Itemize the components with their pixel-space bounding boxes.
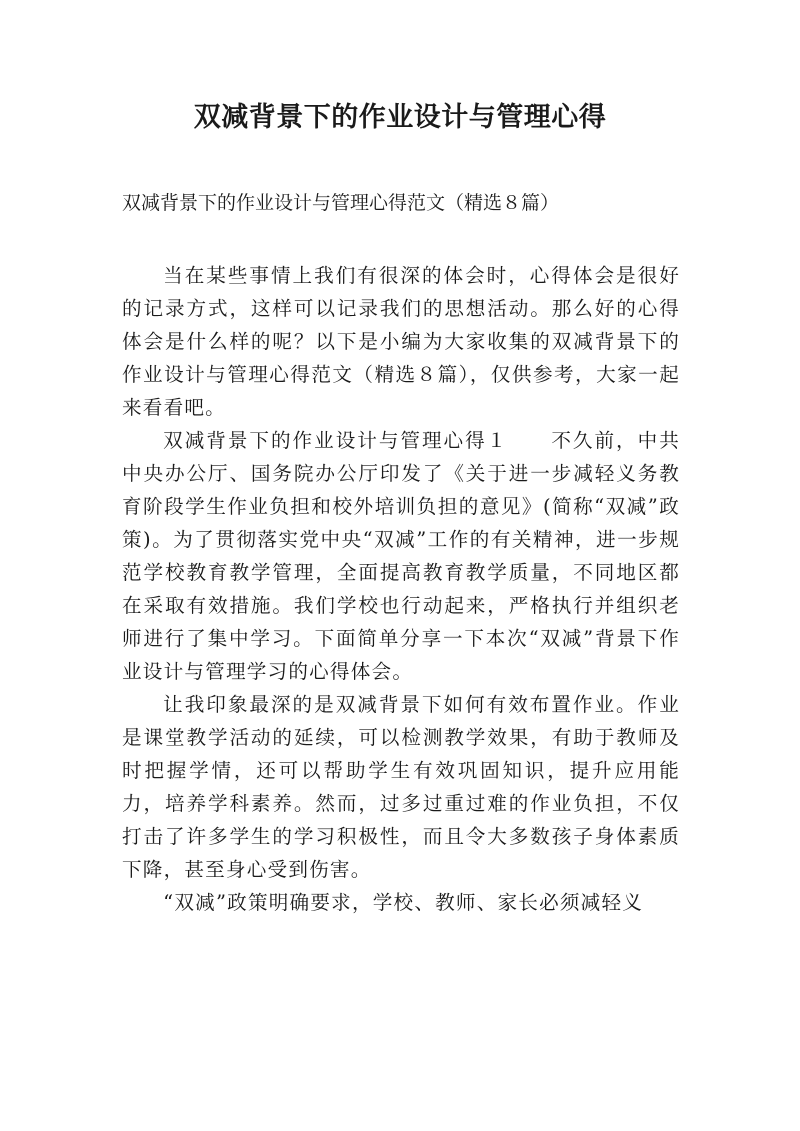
paragraph-1: 双减背景下的作业设计与管理心得１ 不久前，中共中央办公厅、国务院办公厅印发了《关于进一步减轻义务教育阶段学生作业负担和校外培训负担的意见》(简称“双减”政策)。为了贯彻落实党中央“双减”工作的有关精神，进一步规范学校教育教学管理，全面提高教育教学质量，不同地区都在采取有效措施。我们学校也行动起来，严格执行并组织老师进行了集中学习。下面简单分享一下本次“双减”背景下作业设计与管理学习的心得体会。 [122, 429, 680, 683]
paragraph-2: 让我印象最深的是双减背景下如何有效布置作业。作业是课堂教学活动的延续，可以检测教学效果，有助于教师及时把握学情，还可以帮助学生有效巩固知识，提升应用能力，培养学科素养。然而，过多过重过难的作业负担，不仅打击了许多学生的学习积极性，而且令大多数孩子身体素质下降，甚至身心受到伤害。 [122, 693, 680, 881]
paragraph-intro: 当在某些事情上我们有很深的体会时，心得体会是很好的记录方式，这样可以记录我们的思想活动。那么好的心得体会是什么样的呢？以下是小编为大家收集的双减背景下的作业设计与管理心得范文（精选８篇），仅供参考，大家一起来看看吧。 [122, 264, 680, 419]
document-subtitle: 双减背景下的作业设计与管理心得范文（精选８篇） [122, 192, 560, 214]
document-title: 双减背景下的作业设计与管理心得 [193, 102, 607, 133]
paragraph-3: “双减”政策明确要求，学校、教师、家长必须减轻义 [163, 891, 644, 914]
document-body [122, 259, 680, 919]
